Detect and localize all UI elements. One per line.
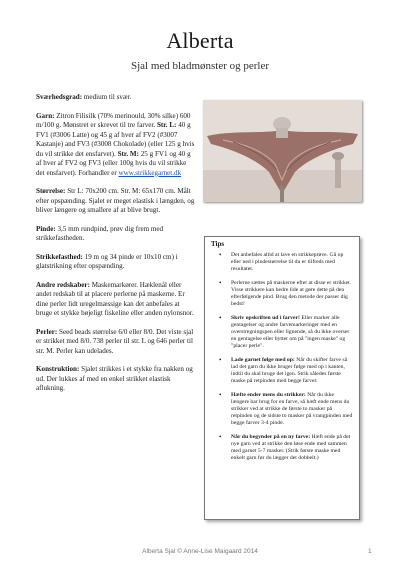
beads-text: Seed beads størrelse 6/0 eller 8/0. Det viste sjal er strikket med 8/0. 738 perler til str. L og 646 perler til str. M. Perler kan udelades. bbox=[36, 327, 194, 355]
construction-paragraph bbox=[36, 365, 196, 394]
tip-item bbox=[231, 434, 353, 462]
beads-paragraph bbox=[36, 328, 196, 357]
tips-list bbox=[211, 252, 353, 469]
yarn-size-m-label: Str. M: bbox=[117, 149, 139, 158]
tools-paragraph bbox=[36, 281, 196, 319]
needles-label: Pinde: bbox=[36, 224, 56, 233]
tips-box bbox=[204, 236, 360, 520]
tips-title: Tips bbox=[211, 240, 225, 248]
gauge-paragraph bbox=[36, 253, 196, 272]
tip-bold-text: Lade garnet følge med op: bbox=[231, 357, 295, 363]
size-label: Størrelse: bbox=[36, 187, 66, 195]
construction-label: Konstruktion: bbox=[36, 365, 80, 373]
tip-text: Eller marker alle gentagelser og andre farvemarkeringer med en overstregningspen eller lignende, så du ikke overser en gentagelse eller bytter om på "ingen maske" og "placer perle". bbox=[231, 315, 350, 349]
difficulty-paragraph bbox=[36, 93, 196, 103]
tip-item bbox=[231, 280, 353, 308]
shawl-photo bbox=[203, 100, 362, 202]
tip-text: Når du ikke længere har brug for en farve, så hæft ende mens du strikker ved at strikke de første to masker på retpinden og de sidste to masker på vrangpinden med begge farver 3-4 pinde. bbox=[231, 392, 353, 426]
tip-bold-text: Skriv opskriften ud i farver! bbox=[231, 315, 300, 321]
yarn-text-3: 25 g FV1 og 40 g af hver af FV2 og FV3 (eller 100g hvis du vil strikke det ensfarvet). Forhandler er bbox=[36, 149, 191, 177]
yarn-text-1: Zitron Filisilk (70% merinould, 30% silke) 600 m/100 g. Mønstret er skrevet til tre farver. bbox=[36, 111, 191, 129]
pattern-info-column bbox=[36, 93, 196, 403]
tip-bold-text: Når du begynder på en ny farve: bbox=[231, 434, 311, 440]
page-number: 1 bbox=[368, 548, 372, 555]
size-text: Str L: 70x200 cm. Str. M: 65x170 cm. Målt efter opspænding. Sjalet er meget elastisk i længden, og bliver længere og smallere af at blive brugt. bbox=[36, 187, 195, 214]
yarn-paragraph bbox=[36, 112, 196, 179]
tools-text: Maskemarkører. Hæklenål eller andet redskab til at placere perlerne på maskerne. Er dine perler lidt uregelmæssige kan det anbefales at bruge et stykke bøjeligt fiskeline eller anden nylonsnor. bbox=[36, 280, 194, 317]
page-title: Alberta bbox=[166, 28, 234, 53]
needles-text: 3,5 mm rundpind, prøv dig frem med strikkefastheden. bbox=[36, 224, 164, 242]
tip-text: Det anbefales altid at lave en strikkeprøve. Gå op eller ned i pindestørrelse til du er tilfreds med resultatet. bbox=[231, 252, 344, 272]
gauge-label: Strikkefasthed: bbox=[36, 252, 83, 261]
gauge-text: 19 m og 34 pinde er 10x10 cm) i glatstrikning efter opspænding. bbox=[36, 252, 178, 270]
yarn-label: Garn: bbox=[36, 111, 55, 120]
difficulty-label: Sværhedsgrad: bbox=[36, 93, 83, 101]
tip-text: Hæft ende på det nye garn ved at strikke den løse ende med sammen med garnet 5-7 masker. (Strik første maske med enkelt garn før du lægger det dobbelt.) bbox=[231, 434, 351, 461]
size-paragraph bbox=[36, 187, 196, 216]
page-footer: Alberta Sjal © Anne-Lise Maigaard 2014 bbox=[142, 548, 258, 555]
tip-text: Perlerne sættes på maskerne efter at disse er strikket. Visse strikkere kan bedre lide at gøre dette på den efterfølgende pind. Brug den metode der passer dig bedst! bbox=[231, 280, 352, 307]
tip-bold-text: Hæfte ender mens du strikker: bbox=[231, 392, 306, 398]
tip-item bbox=[231, 357, 353, 385]
construction-text: Sjalet strikkes i et stykke fra nakken og ud. Der lukkes af med en enkel strikket elastisk aflukning. bbox=[36, 365, 193, 392]
tip-item bbox=[231, 252, 353, 273]
tip-item bbox=[231, 392, 353, 427]
tip-text: Når du skifter farve så lad det garn du ikke bruger følge med op i kanten, indtil du skal bruge det igen. Strik således første maske på retpinden med begge farver. bbox=[231, 357, 348, 384]
yarn-size-l-label: Str. L: bbox=[156, 121, 177, 129]
shawl-photo-illustration bbox=[203, 100, 362, 202]
beads-label: Perler: bbox=[36, 327, 58, 336]
difficulty-text: medium til svær. bbox=[82, 93, 132, 101]
tip-item bbox=[231, 315, 353, 350]
retailer-link[interactable]: www.strikkegarnet.dk bbox=[118, 168, 182, 177]
needles-paragraph bbox=[36, 225, 196, 244]
yarn-text-2: 40 g FV1 (#3006 Latte) og 45 g af hver af FV2 (#3007 Kastanje) and FV3 (#3008 Chokolade) (eller 125 g hvis du vil strikke det ensfarvet). bbox=[36, 121, 195, 158]
tools-label: Andre redskaber: bbox=[36, 280, 90, 289]
page-subtitle: Sjal med bladmønster og perler bbox=[130, 60, 270, 72]
